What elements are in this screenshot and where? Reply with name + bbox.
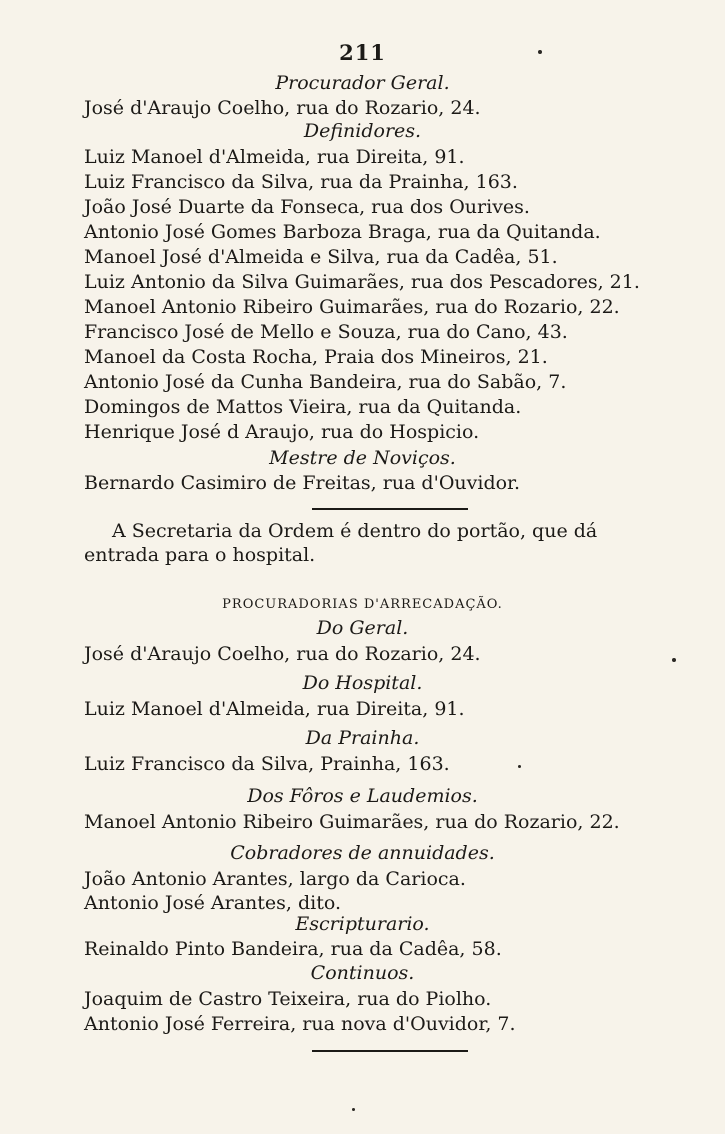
entry-definidor: Luiz Manoel d'Almeida, rua Direita, 91. <box>84 146 465 168</box>
subsection-heading-do-geral: Do Geral. <box>316 617 409 639</box>
subsection-heading-continuos: Continuos. <box>310 962 415 984</box>
entry-definidor: João José Duarte da Fonseca, rua dos Ourives. <box>84 196 530 218</box>
entry-cobrador: João Antonio Arantes, largo da Carioca. <box>84 868 466 890</box>
entry-definidor: Henrique José d Araujo, rua do Hospicio. <box>84 421 480 443</box>
entry-definidor: Manoel Antonio Ribeiro Guimarães, rua do Rozario, 22. <box>84 296 620 318</box>
entry-definidor: Manoel da Costa Rocha, Praia dos Mineiros, 21. <box>84 346 548 368</box>
entry-foros-e-laudemios: Manoel Antonio Ribeiro Guimarães, rua do Rozario, 22. <box>84 811 620 833</box>
ink-speck <box>538 50 542 54</box>
entry-cobrador: Antonio José Arantes, dito. <box>84 892 342 914</box>
ink-speck <box>672 658 676 662</box>
entry-do-geral: José d'Araujo Coelho, rua do Rozario, 24. <box>84 643 481 665</box>
subsection-heading-escripturario: Escripturario. <box>295 913 430 935</box>
entry-definidor: Francisco José de Mello e Souza, rua do Cano, 43. <box>84 321 568 343</box>
entry-definidor: Antonio José Gomes Barboza Braga, rua da Quitanda. <box>84 221 601 243</box>
entry-escripturario: Reinaldo Pinto Bandeira, rua da Cadêa, 58. <box>84 938 502 960</box>
entry-procurador-geral: José d'Araujo Coelho, rua do Rozario, 24. <box>84 97 481 119</box>
ink-speck <box>352 1108 355 1111</box>
entry-continuo: Antonio José Ferreira, rua nova d'Ouvidor, 7. <box>84 1013 516 1035</box>
section-heading-mestre-de-novicos: Mestre de Noviços. <box>269 447 456 469</box>
entry-continuo: Joaquim de Castro Teixeira, rua do Piolho. <box>84 988 492 1010</box>
procuradorias-title: PROCURADORIAS D'ARRECADAÇÃO. <box>222 597 503 612</box>
section-heading-definidores: Definidores. <box>303 120 422 142</box>
subsection-heading-do-hospital: Do Hospital. <box>302 672 423 694</box>
entry-definidor: Domingos de Mattos Vieira, rua da Quitanda. <box>84 396 522 418</box>
paragraph-line-1: A Secretaria da Ordem é dentro do portão, que dá <box>112 520 598 542</box>
section-heading-procurador-geral: Procurador Geral. <box>275 72 450 94</box>
ink-speck <box>518 765 521 768</box>
entry-definidor: Luiz Francisco da Silva, rua da Prainha, 163. <box>84 171 518 193</box>
entry-do-hospital: Luiz Manoel d'Almeida, rua Direita, 91. <box>84 698 465 720</box>
divider-rule <box>312 508 468 510</box>
page-number: 211 <box>339 40 386 65</box>
entry-definidor: Manoel José d'Almeida e Silva, rua da Cadêa, 51. <box>84 246 558 268</box>
subsection-heading-da-prainha: Da Prainha. <box>305 727 420 749</box>
paragraph-line-2: entrada para o hospital. <box>84 544 316 566</box>
entry-da-prainha: Luiz Francisco da Silva, Prainha, 163. <box>84 753 450 775</box>
divider-rule-bottom <box>312 1050 468 1052</box>
subsection-heading-foros-e-laudemios: Dos Fôros e Laudemios. <box>247 785 478 807</box>
subsection-heading-cobradores: Cobradores de annuidades. <box>230 842 495 864</box>
entry-definidor: Antonio José da Cunha Bandeira, rua do Sabão, 7. <box>84 371 567 393</box>
entry-mestre-de-novicos: Bernardo Casimiro de Freitas, rua d'Ouvidor. <box>84 472 521 494</box>
entry-definidor: Luiz Antonio da Silva Guimarães, rua dos Pescadores, 21. <box>84 271 640 293</box>
